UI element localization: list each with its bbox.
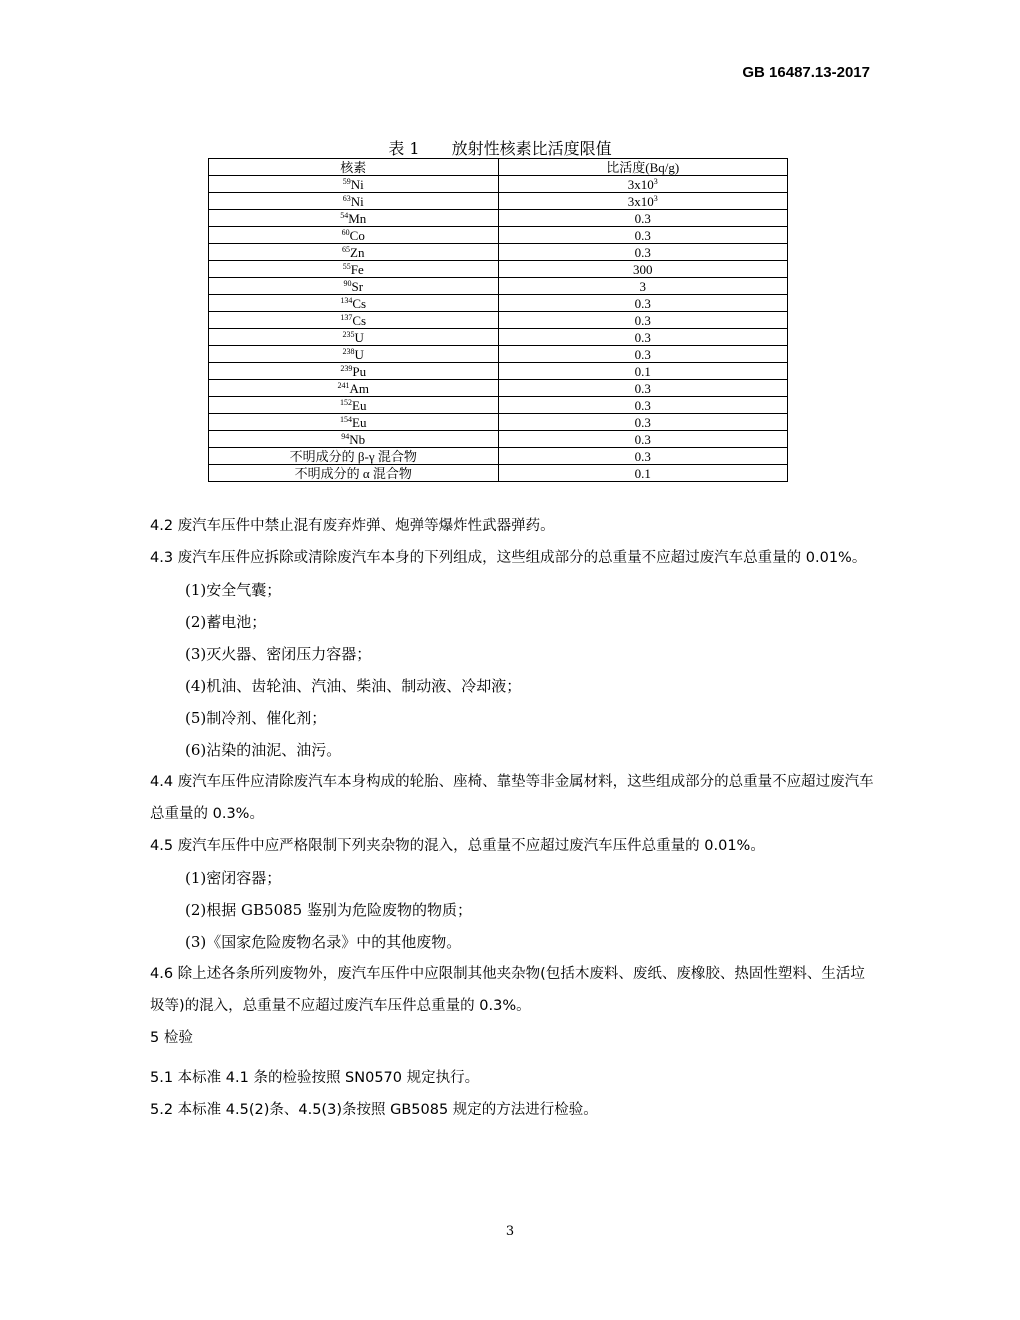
nuclide-name: Am <box>349 380 369 396</box>
nuclide-name: U <box>354 329 364 345</box>
nuclide-cell <box>209 397 499 414</box>
activity-value: 0.1 <box>634 465 651 481</box>
table-row <box>209 227 788 244</box>
activity-value: 0.3 <box>634 380 651 396</box>
clause-4-5-item: (3)《国家危险废物名录》中的其他废物。 <box>185 933 462 951</box>
activity-cell <box>498 176 788 193</box>
table-row <box>209 261 788 278</box>
activity-cell <box>498 312 788 329</box>
clause-4-5: 4.5 废汽车压件中应严格限制下列夹杂物的混入，总重量不应超过废汽车压件总重量的 0.01%。 <box>150 838 765 854</box>
activity-value: 3x10 <box>627 193 654 209</box>
activity-cell <box>498 261 788 278</box>
nuclide-cell <box>209 244 499 261</box>
activity-cell <box>498 193 788 210</box>
activity-value: 0.3 <box>634 210 651 226</box>
clause-4-5-item: (2)根据 GB5085 鉴别为危险废物的物质； <box>185 901 472 919</box>
table-row <box>209 397 788 414</box>
mass-number: 55 <box>342 261 351 271</box>
table-caption-title: 放射性核素比活度限值 <box>451 139 612 158</box>
table-row <box>209 278 788 295</box>
activity-cell <box>498 278 788 295</box>
activity-value: 0.3 <box>634 448 651 464</box>
mass-number: 60 <box>341 227 350 237</box>
mass-number: 152 <box>340 397 353 407</box>
mass-number: 94 <box>341 431 350 441</box>
activity-cell <box>498 295 788 312</box>
table-row <box>209 431 788 448</box>
mass-number: 65 <box>342 244 351 254</box>
nuclide-name: Cs <box>352 312 367 328</box>
nuclide-cell <box>209 295 499 312</box>
table-row <box>209 244 788 261</box>
activity-value: 300 <box>633 261 653 277</box>
clause-4-3-item: (5)制冷剂、催化剂； <box>185 709 327 727</box>
activity-cell <box>498 414 788 431</box>
nuclide-cell <box>209 363 499 380</box>
nuclide-cell <box>209 380 499 397</box>
activity-exponent: 3 <box>653 193 658 203</box>
nuclide-name: Fe <box>350 261 364 277</box>
nuclide-name: Ni <box>350 193 364 209</box>
mass-number: 63 <box>342 193 351 203</box>
activity-cell <box>498 329 788 346</box>
mass-number: 154 <box>340 414 353 424</box>
nuclide-name: Mn <box>348 210 367 226</box>
activity-value: 0.3 <box>634 244 651 260</box>
activity-value: 3x10 <box>627 176 654 192</box>
activity-cell <box>498 465 788 482</box>
table-row <box>209 380 788 397</box>
nuclide-name: Eu <box>352 414 367 430</box>
activity-cell <box>498 227 788 244</box>
header-activity: 比活度(Bq/g) <box>498 159 788 176</box>
mass-number: 59 <box>342 176 351 186</box>
clause-5-1: 5.1 本标准 4.1 条的检验按照 SN0570 规定执行。 <box>150 1070 480 1086</box>
table-row <box>209 465 788 482</box>
nuclide-name: Co <box>349 227 365 243</box>
mass-number: 238 <box>342 346 355 356</box>
nuclide-name: 不明成分的 β-γ 混合物 <box>289 448 417 464</box>
table-caption <box>0 136 1000 159</box>
clause-4-3-item: (1)安全气囊； <box>185 581 282 599</box>
table-row <box>209 414 788 431</box>
activity-cell <box>498 380 788 397</box>
clause-4-2: 4.2 废汽车压件中禁止混有废弃炸弹、炮弹等爆炸性武器弹药。 <box>150 518 555 534</box>
activity-value: 0.3 <box>634 227 651 243</box>
mass-number: 90 <box>343 278 352 288</box>
standard-number: GB 16487.13-2017 <box>742 64 870 81</box>
header-nuclide: 核素 <box>209 159 499 176</box>
table-row <box>209 363 788 380</box>
mass-number: 239 <box>340 363 353 373</box>
nuclide-cell <box>209 176 499 193</box>
nuclide-cell <box>209 193 499 210</box>
clause-4-4: 4.4 废汽车压件应清除废汽车本身构成的轮胎、座椅、靠垫等非金属材料，这些组成部分的总重量不应超过废汽车总重量的 0.3%。 <box>150 774 874 822</box>
nuclide-cell <box>209 414 499 431</box>
table-row <box>209 176 788 193</box>
mass-number: 134 <box>340 295 353 305</box>
table-row <box>209 210 788 227</box>
clause-4-3-item: (2)蓄电池； <box>185 613 267 631</box>
nuclide-cell <box>209 278 499 295</box>
nuclide-cell <box>209 261 499 278</box>
nuclide-name: Ni <box>350 176 364 192</box>
nuclide-name: 不明成分的 α 混合物 <box>294 465 412 481</box>
table-row <box>209 448 788 465</box>
nuclide-cell <box>209 312 499 329</box>
clause-4-6: 4.6 除上述各条所列废物外，废汽车压件中应限制其他夹杂物(包括木废料、废纸、废橡胶、热固性塑料、生活垃圾等)的混入，总重量不应超过废汽车压件总重量的 0.3%。 <box>150 966 865 1014</box>
nuclide-cell <box>209 329 499 346</box>
nuclide-name: U <box>354 346 364 362</box>
activity-value: 0.3 <box>634 414 651 430</box>
nuclide-name: Eu <box>352 397 367 413</box>
nuclide-name: Nb <box>349 431 366 447</box>
nuclide-name: Pu <box>352 363 367 379</box>
activity-value: 0.3 <box>634 329 651 345</box>
activity-value: 0.3 <box>634 346 651 362</box>
clause-4-5-item: (1)密闭容器； <box>185 869 282 887</box>
activity-value: 0.3 <box>634 312 651 328</box>
mass-number: 241 <box>337 380 350 390</box>
table-row <box>209 346 788 363</box>
nuclide-cell <box>209 465 499 482</box>
activity-cell <box>498 244 788 261</box>
clause-4-3-item: (4)机油、齿轮油、汽油、柴油、制动液、冷却液； <box>185 677 522 695</box>
table-row <box>209 312 788 329</box>
activity-value: 0.3 <box>634 431 651 447</box>
mass-number: 235 <box>342 329 355 339</box>
clause-4-3: 4.3 废汽车压件应拆除或清除废汽车本身的下列组成，这些组成部分的总重量不应超过废汽车总重量的 0.01%。 <box>150 550 867 566</box>
table-row <box>209 329 788 346</box>
clause-4-3-item: (3)灭火器、密闭压力容器； <box>185 645 372 663</box>
page-number: 3 <box>505 1224 515 1239</box>
activity-value: 0.1 <box>634 363 651 379</box>
section-5-heading: 5 检验 <box>150 1030 193 1046</box>
body-text <box>150 510 875 1126</box>
nuclide-cell <box>209 431 499 448</box>
activity-value: 0.3 <box>634 397 651 413</box>
activity-cell <box>498 431 788 448</box>
table-header-row <box>209 159 788 176</box>
activity-cell <box>498 397 788 414</box>
nuclide-cell <box>209 346 499 363</box>
nuclide-name: Sr <box>351 278 364 294</box>
activity-value: 0.3 <box>634 295 651 311</box>
clause-4-3-item: (6)沾染的油泥、油污。 <box>185 741 342 759</box>
table-row <box>209 295 788 312</box>
nuclide-name: Cs <box>352 295 367 311</box>
nuclide-cell <box>209 210 499 227</box>
table-caption-number: 表 1 <box>388 139 420 158</box>
nuclide-cell <box>209 448 499 465</box>
mass-number: 137 <box>340 312 353 322</box>
activity-cell <box>498 210 788 227</box>
activity-value: 3 <box>639 278 646 294</box>
activity-cell <box>498 363 788 380</box>
activity-cell <box>498 448 788 465</box>
mass-number: 54 <box>340 210 349 220</box>
nuclide-cell <box>209 227 499 244</box>
activity-exponent: 3 <box>653 176 658 186</box>
table-row <box>209 193 788 210</box>
nuclide-activity-table <box>208 158 788 482</box>
clause-5-2: 5.2 本标准 4.5(2)条、4.5(3)条按照 GB5085 规定的方法进行检验。 <box>150 1102 598 1118</box>
nuclide-name: Zn <box>350 244 365 260</box>
activity-cell <box>498 346 788 363</box>
